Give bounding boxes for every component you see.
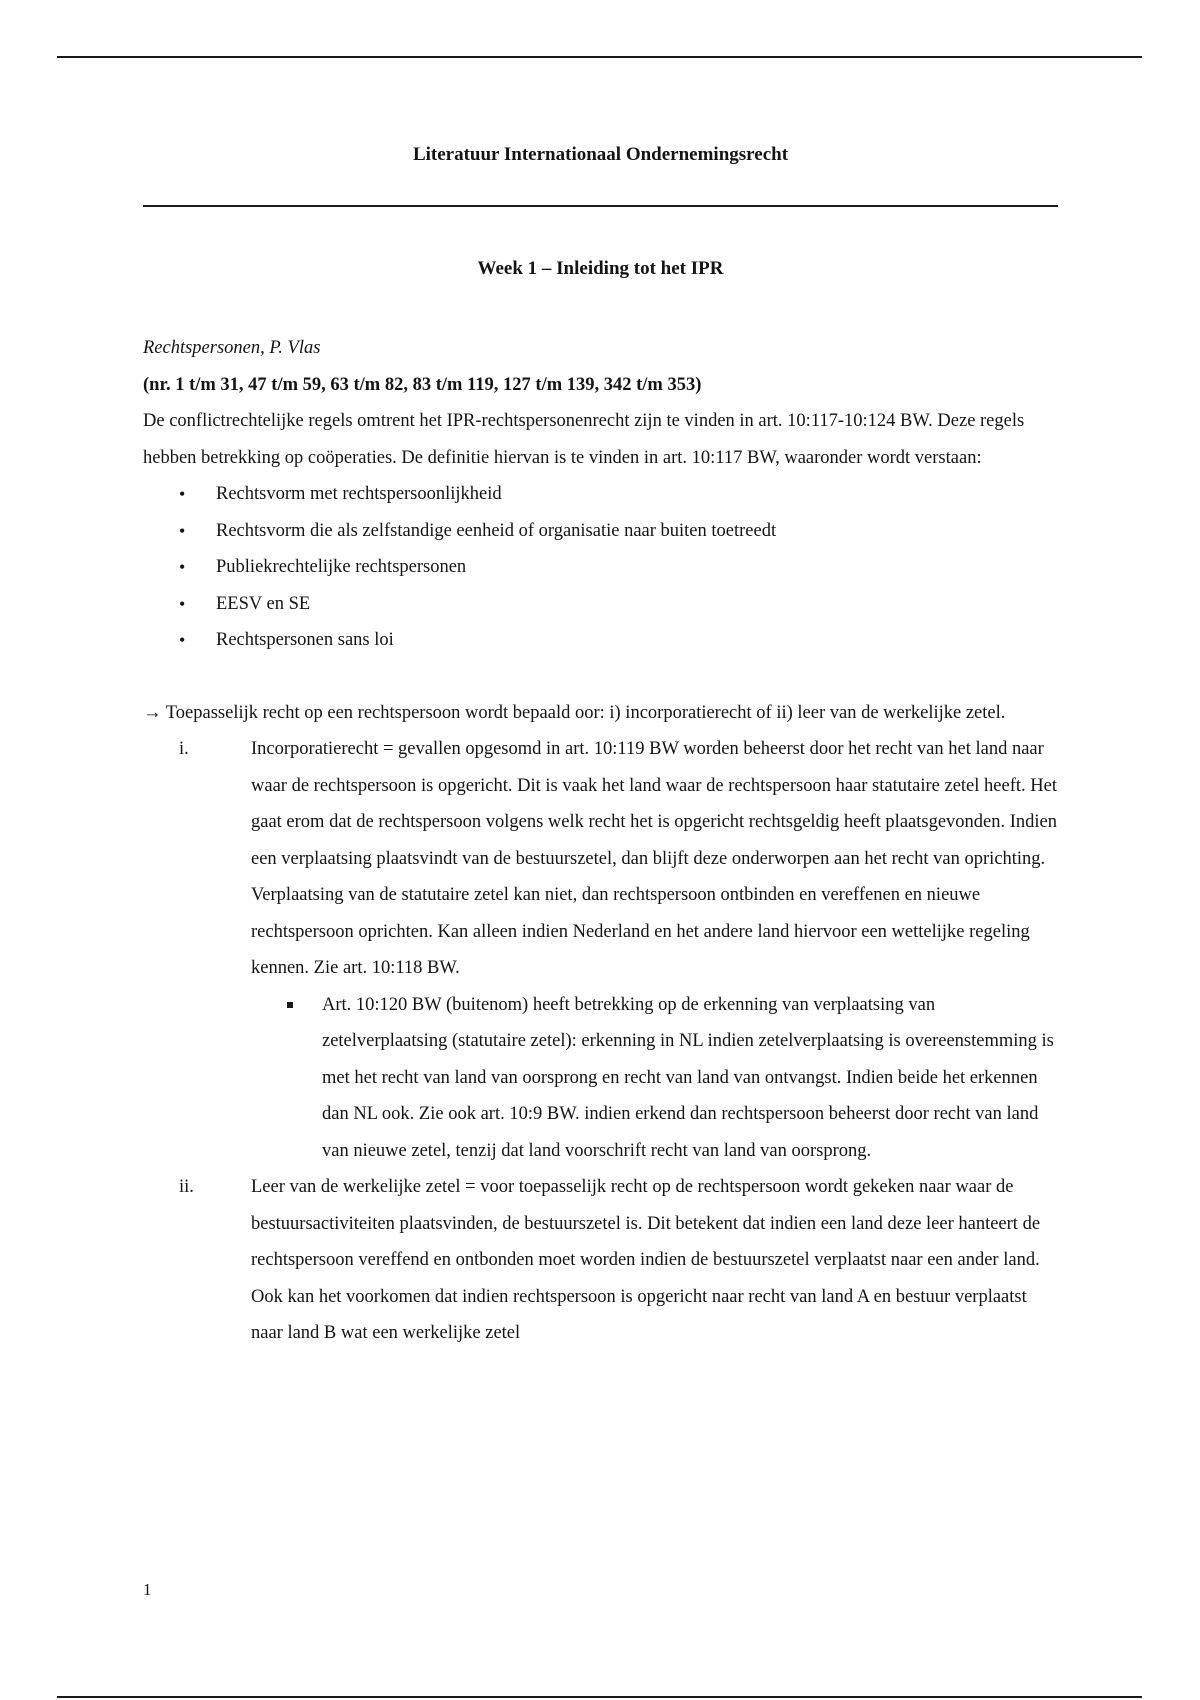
source-range: (nr. 1 t/m 31, 47 t/m 59, 63 t/m 82, 83 t/m 119, 127 t/m 139, 342 t/m 353) — [143, 374, 702, 395]
source-title: Rechtspersonen, P. Vlas — [143, 338, 321, 358]
bullet-icon: • — [179, 593, 186, 614]
title-divider — [143, 205, 1058, 207]
bullet-icon: • — [179, 484, 186, 504]
list-item — [143, 1169, 1058, 1352]
definition-bullet-list — [143, 476, 1058, 659]
page-bottom-rule — [57, 1696, 1142, 1698]
roman-item-text: Incorporatierecht = gevallen opgesomd in art. 10:119 BW worden beheerst door het recht van het land naar waar de rechtspersoon is opgericht. Dit is vaak het land waar de rechtspersoon haar statutaire zetel heeft. Het gaat erom dat de rechtspersoon volgens welk recht het is opgericht rechtsgeldig heeft plaatsgevonden. Indien een verplaatsing plaatsvindt van de bestuurszetel, dan blijft deze onderworpen aan het recht van oprichting. Verplaatsing van de statutaire zetel kan niet, dan rechtspersoon ontbinden en vereffenen en nieuwe rechtspersoon oprichten. Kan alleen indien Nederland en het andere land hiervoor een wettelijke regeling kennen. Zie art. 10:118 BW. — [251, 739, 1058, 978]
spacer — [143, 659, 1058, 695]
arrow-right-icon: → — [143, 702, 162, 723]
list-item — [143, 476, 1058, 513]
roman-marker: i. — [179, 739, 189, 759]
bullet-icon: • — [179, 557, 186, 577]
list-item — [143, 549, 1058, 586]
list-item — [143, 513, 1058, 550]
document-title: Literatuur Internationaal Ondernemingsrecht — [412, 144, 789, 165]
roman-item-text: Leer van de werkelijke zetel = voor toepasselijk recht op de rechtspersoon wordt gekeken naar waar de bestuursactiviteiten plaatsvinden, de bestuurszetel is. Dit betekent dat indien een land deze leer hanteert de rechtspersoon vereffend en ontbonden moet worden indien de bestuurszetel verplaatst naar een ander land. Ook kan het voorkomen dat indien rechtspersoon is opgericht naar recht van land A en bestuur verplaatst naar land B wat een werkelijke zetel — [251, 1177, 1041, 1343]
page-number: 1 — [143, 1580, 152, 1599]
intro-paragraph: De conflictrechtelijke regels omtrent het IPR-rechtspersonenrecht zijn te vinden in art. 10:117-10:124 BW. Deze regels hebben betrekking op coöperaties. De definitie hiervan is te vinden in art. 10:117 BW, waaronder wordt verstaan: — [143, 411, 1025, 468]
bullet-text: Publiekrechtelijke rechtspersonen — [216, 557, 467, 577]
bullet-text: Rechtspersonen sans loi — [216, 630, 394, 650]
list-item — [143, 586, 1058, 623]
bullet-text: Rechtsvorm die als zelfstandige eenheid of organisatie naar buiten toetreedt — [216, 520, 777, 541]
sub-bullet-list — [251, 987, 1058, 1170]
arrow-paragraph-text: Toepasselijk recht op een rechtspersoon wordt bepaald oor: i) incorporatierecht of ii) leer van de werkelijke zetel. — [165, 702, 1006, 723]
bullet-icon: • — [179, 520, 186, 541]
page-top-rule — [57, 56, 1142, 58]
document-body — [143, 330, 1058, 1352]
bullet-icon: • — [179, 630, 186, 650]
roman-marker: ii. — [179, 1177, 194, 1197]
list-item — [143, 622, 1058, 659]
list-item — [251, 987, 1058, 1170]
sub-bullet-text: Art. 10:120 BW (buitenom) heeft betrekking op de erkenning van verplaatsing van zetelverplaatsing (statutaire zetel): erkenning in NL indien zetelverplaatsing is overeenstemming is met het recht van land van oorsprong en recht van land van ontvangst. Indien beide het erkennen dan NL ook. Zie ook art. 10:9 BW. indien erkend dan rechtspersoon beheerst door recht van land van nieuwe zetel, tenzij dat land voorschrift recht van land van oorsprong. — [322, 994, 1054, 1161]
bullet-text: EESV en SE — [216, 593, 311, 614]
bullet-text: Rechtsvorm met rechtspersoonlijkheid — [216, 484, 502, 504]
arrow-paragraph — [143, 695, 1058, 732]
roman-numbered-list — [143, 731, 1058, 1352]
week-heading: Week 1 – Inleiding tot het IPR — [477, 258, 724, 279]
square-bullet-icon — [287, 1002, 293, 1008]
list-item — [143, 731, 1058, 1169]
